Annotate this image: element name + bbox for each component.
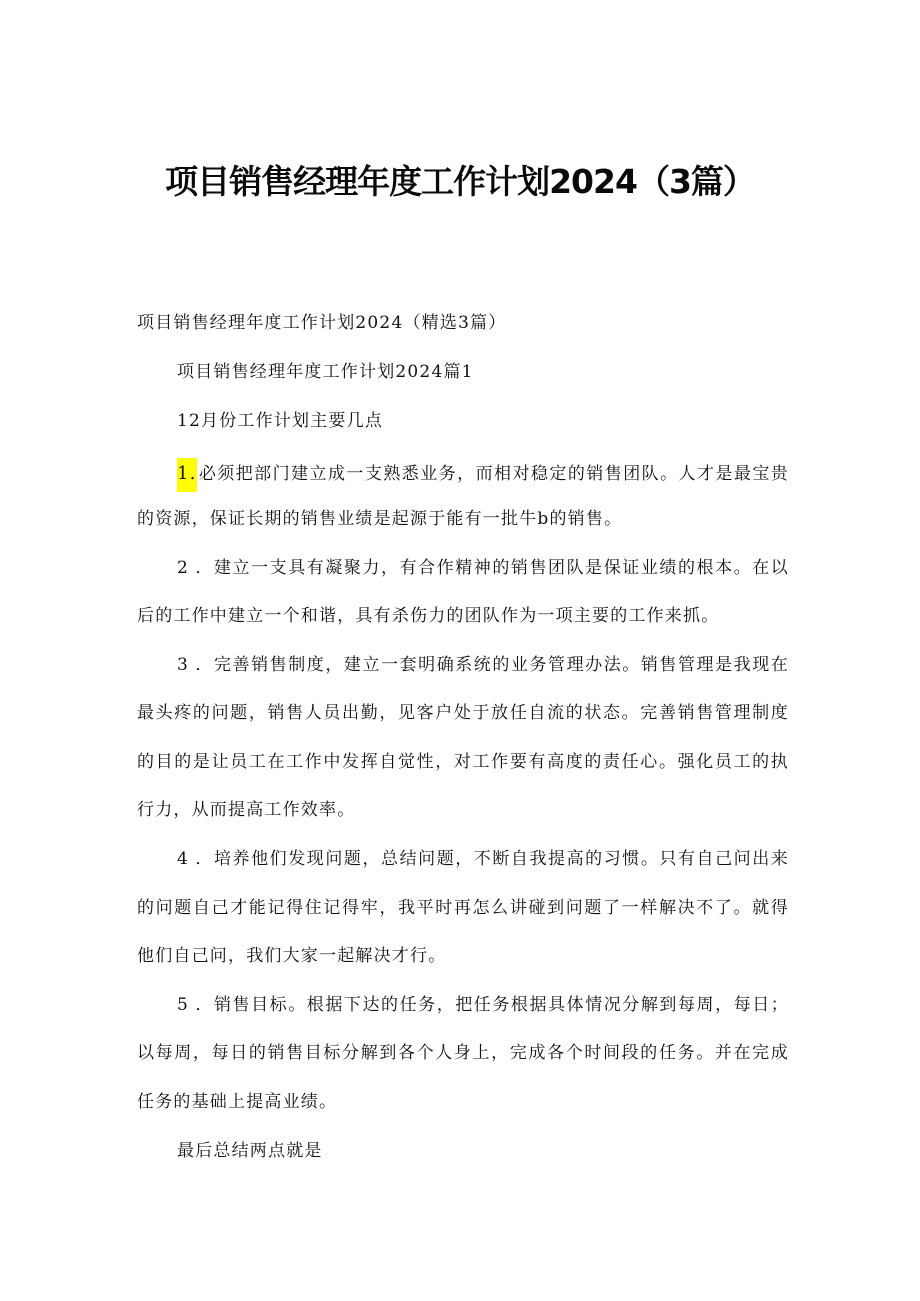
item-5-line-1: 5 ．销售目标。根据下达的任务，把任务根据具体情况分解到每周，每日； [177, 995, 789, 1015]
item-3-line-3: 的目的是让员工在工作中发挥自觉性，对工作要有高度的责任心。强化员工的执 [137, 752, 789, 772]
item-3-line-4: 行力，从而提高工作效率。 [137, 800, 356, 820]
item-2-line-2: 后的工作中建立一个和谐，具有杀伤力的团队作为一项主要的工作来抓。 [137, 606, 720, 626]
item-2-number: 2 [177, 558, 190, 578]
item-5-line-3: 任务的基础上提高业绩。 [137, 1092, 338, 1112]
item-3-number: 3 [177, 655, 190, 675]
closing-line: 最后总结两点就是 [177, 1141, 323, 1161]
item-4-line-2: 的问题自己才能记得住记得牢，我平时再怎么讲碰到问题了一样解决不了。就得 [137, 898, 789, 918]
item-3-line-1: 3 ．完善销售制度，建立一套明确系统的业务管理办法。销售管理是我现在 [177, 655, 789, 675]
item-4-number: 4 [177, 849, 190, 869]
item-4-line-1: 4 ．培养他们发现问题，总结问题，不断自我提高的习惯。只有自己问出来 [177, 849, 789, 869]
section-heading: 项目销售经理年度工作计划2024篇1 [177, 362, 474, 382]
item-1-line-2: 的资源，保证长期的销售业绩是起源于能有一批牛b的销售。 [137, 509, 623, 529]
item-4-line-3: 他们自己问，我们大家一起解决才行。 [137, 946, 447, 966]
item-3-line-2: 最头疼的问题，销售人员出勤，见客户处于放任自流的状态。完善销售管理制度 [137, 703, 789, 723]
item-2-line-1: 2 ．建立一支具有凝聚力，有合作精神的销售团队是保证业绩的根本。在以 [177, 558, 789, 578]
item-1-line-1: 1. 必须把部门建立成一支熟悉业务，而相对稳定的销售团队。人才是最宝贵 [177, 458, 789, 492]
item-5-line-2: 以每周，每日的销售目标分解到各个人身上，完成各个时间段的任务。并在完成 [137, 1043, 789, 1063]
intro-line: 12月份工作计划主要几点 [177, 411, 384, 431]
document-title: 项目销售经理年度工作计划2024（3篇） [165, 162, 755, 201]
item-5-number: 5 [177, 995, 190, 1015]
document-subtitle: 项目销售经理年度工作计划2024（精选3篇） [137, 313, 507, 333]
item-1-number-highlight: 1. [177, 458, 197, 492]
